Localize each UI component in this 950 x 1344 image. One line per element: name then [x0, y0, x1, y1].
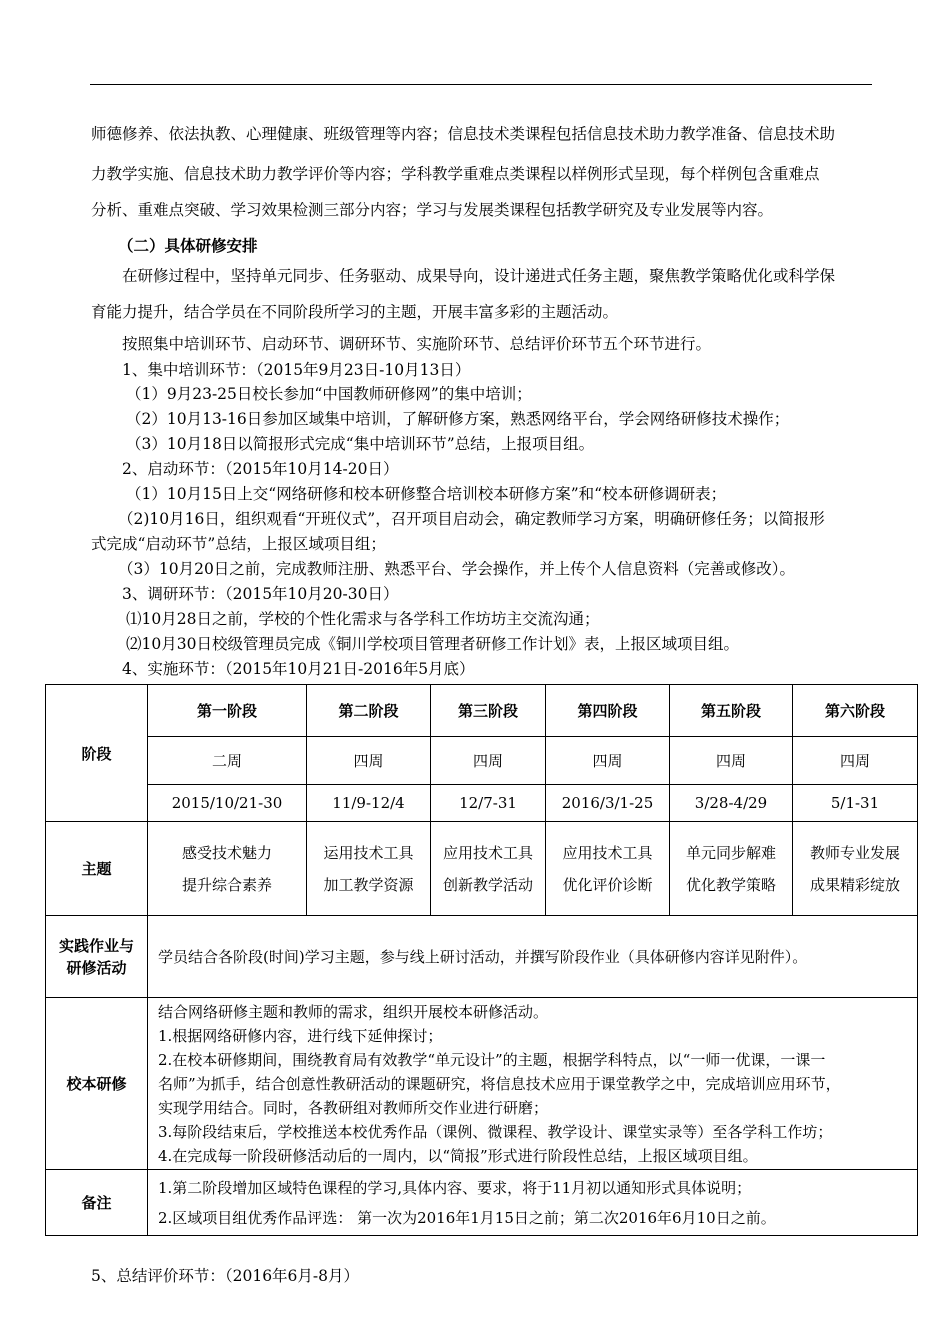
practice-row — [46, 916, 918, 998]
school-row — [46, 998, 918, 1170]
step2-item: 式完成“启动环节”总结，上报区域项目组； — [91, 535, 386, 553]
stage-duration: 四周 — [670, 737, 793, 785]
step1-title: 1、集中培训环节：（2015年9月23日-10月13日） — [122, 361, 471, 379]
school-line: 4.在完成每一阶段研修活动后的一周内，以“简报”形式进行阶段性总结，上报区域项目组。 — [158, 1146, 758, 1165]
paragraph-line: 在研修过程中，坚持单元同步、任务驱动、成果导向，设计递进式任务主题，聚焦教学策略优化或科学保 — [122, 267, 836, 285]
intro-line: 力教学实施、信息技术助力教学评价等内容；学科教学重难点类课程以样例形式呈现，每个样例包含重难点 — [91, 165, 820, 183]
stage-duration: 四周 — [431, 737, 546, 785]
school-line: 2.在校本研修期间，围绕教育局有效教学“单元设计”的主题，根据学科特点，以“一师一优课，一课一 — [158, 1050, 826, 1069]
stage-duration: 二周 — [148, 737, 307, 785]
step4-title: 4、实施环节：（2015年10月21日-2016年5月底） — [122, 660, 475, 678]
step2-item: （3）10月20日之前，完成教师注册、熟悉平台、学会操作，并上传个人信息资料（完善或修改）。 — [118, 560, 796, 578]
step1-item: （1）9月23-25日校长参加“中国教师研修网”的集中培训； — [126, 385, 532, 403]
stage-name: 第三阶段 — [431, 685, 546, 737]
paragraph: 按照集中培训环节、启动环节、调研环节、实施阶环节、总结评价环节五个环节进行。 — [122, 335, 712, 353]
implementation-table — [45, 684, 918, 1236]
stage-label: 阶段 — [46, 685, 148, 822]
stage-name: 第六阶段 — [793, 685, 918, 737]
theme-line: 加工教学资源 — [323, 875, 414, 894]
step1-item: （3）10月18日以简报形式完成“集中培训环节”总结，上报项目组。 — [126, 435, 595, 453]
stage-dates: 12/7-31 — [431, 785, 546, 822]
school-line: 1.根据网络研修内容，进行线下延伸探讨； — [158, 1026, 443, 1045]
theme-cell — [793, 822, 918, 916]
step2-item: （1）10月15日上交“网络研修和校本研修整合培训校本研修方案”和“校本研修调研表； — [126, 485, 727, 503]
theme-line: 优化教学策略 — [685, 875, 776, 894]
stage-dates: 2015/10/21-30 — [148, 785, 307, 822]
theme-line: 提升综合素养 — [181, 875, 272, 894]
stage-duration: 四周 — [793, 737, 918, 785]
theme-line: 创新教学活动 — [442, 875, 533, 894]
notes-row — [46, 1170, 918, 1236]
step5-title: 5、总结评价环节：（2016年6月-8月） — [91, 1267, 360, 1285]
theme-cell — [431, 822, 546, 916]
notes-line: 1.第二阶段增加区域特色课程的学习,具体内容、要求，将于11月初以通知形式具体说明； — [158, 1178, 752, 1197]
stage-name: 第五阶段 — [670, 685, 793, 737]
stage-name: 第一阶段 — [148, 685, 307, 737]
school-line: 名师”为抓手，结合创意性教研活动的课题研究，将信息技术应用于课堂教学之中，完成培训应用环节， — [158, 1074, 841, 1093]
practice-label-line: 研修活动 — [66, 958, 127, 977]
stage-dates: 3/28-4/29 — [670, 785, 793, 822]
school-line: 3.每阶段结束后，学校推送本校优秀作品（课例、微课程、教学设计、课堂实录等）至各学科工作坊； — [158, 1122, 833, 1141]
date-row — [46, 785, 918, 822]
school-text — [148, 998, 918, 1170]
theme-line: 成果精彩绽放 — [809, 875, 900, 894]
stage-duration: 四周 — [546, 737, 670, 785]
notes-line: 2.区域项目组优秀作品评选： 第一次为2016年1月15日之前；第二次2016年6月10日之前。 — [158, 1208, 776, 1227]
step2-title: 2、启动环节：（2015年10月14-20日） — [122, 460, 399, 478]
theme-cell — [148, 822, 307, 916]
theme-line: 优化评价诊断 — [562, 875, 653, 894]
notes-label: 备注 — [46, 1170, 148, 1236]
theme-line: 运用技术工具 — [323, 843, 414, 862]
theme-cell — [307, 822, 431, 916]
theme-line: 单元同步解难 — [685, 843, 776, 862]
practice-label-line: 实践作业与 — [58, 936, 134, 955]
practice-text: 学员结合各阶段(时间)学习主题，参与线上研讨活动，并撰写阶段作业（具体研修内容详见附件）。 — [148, 916, 918, 998]
theme-line: 教师专业发展 — [809, 843, 900, 862]
theme-cell — [670, 822, 793, 916]
school-label: 校本研修 — [46, 998, 148, 1170]
intro-line: 分析、重难点突破、学习效果检测三部分内容；学习与发展类课程包括教学研究及专业发展等内容。 — [91, 201, 774, 219]
theme-line: 应用技术工具 — [442, 843, 533, 862]
school-line: 结合网络研修主题和教师的需求，组织开展校本研修活动。 — [158, 1002, 549, 1021]
stage-duration: 四周 — [307, 737, 431, 785]
theme-line: 感受技术魅力 — [181, 843, 272, 862]
stage-dates: 11/9-12/4 — [307, 785, 431, 822]
theme-line: 应用技术工具 — [562, 843, 653, 862]
theme-row — [46, 822, 918, 916]
step2-item: （2)10月16日，组织观看“开班仪式”，召开项目启动会，确定教师学习方案，明确研修任务；以简报形 — [118, 510, 825, 528]
step3-title: 3、调研环节：（2015年10月20-30日） — [122, 585, 399, 603]
stage-name: 第二阶段 — [307, 685, 431, 737]
header-rule — [90, 84, 872, 85]
practice-label — [46, 916, 148, 998]
stage-dates: 5/1-31 — [793, 785, 918, 822]
notes-text — [148, 1170, 918, 1236]
theme-label: 主题 — [46, 822, 148, 916]
theme-cell — [546, 822, 670, 916]
step3-item: ⑵10月30日校级管理员完成《铜川学校项目管理者研修工作计划》表，上报区域项目组。 — [126, 635, 739, 653]
step3-item: ⑴10月28日之前，学校的个性化需求与各学科工作坊坊主交流沟通； — [126, 610, 600, 628]
intro-line: 师德修养、依法执教、心理健康、班级管理等内容；信息技术类课程包括信息技术助力教学准备、信息技术助 — [91, 125, 836, 143]
stage-row — [46, 685, 918, 737]
stage-name: 第四阶段 — [546, 685, 670, 737]
school-line: 实现学用结合。同时，各教研组对教师所交作业进行研磨； — [158, 1098, 549, 1117]
stage-dates: 2016/3/1-25 — [546, 785, 670, 822]
step1-item: （2）10月13-16日参加区域集中培训，了解研修方案，熟悉网络平台，学会网络研修技术操作； — [126, 410, 790, 428]
paragraph-line: 育能力提升，结合学员在不同阶段所学习的主题，开展丰富多彩的主题活动。 — [91, 303, 619, 321]
duration-row — [46, 737, 918, 785]
section-heading: （二）具体研修安排 — [118, 236, 258, 255]
